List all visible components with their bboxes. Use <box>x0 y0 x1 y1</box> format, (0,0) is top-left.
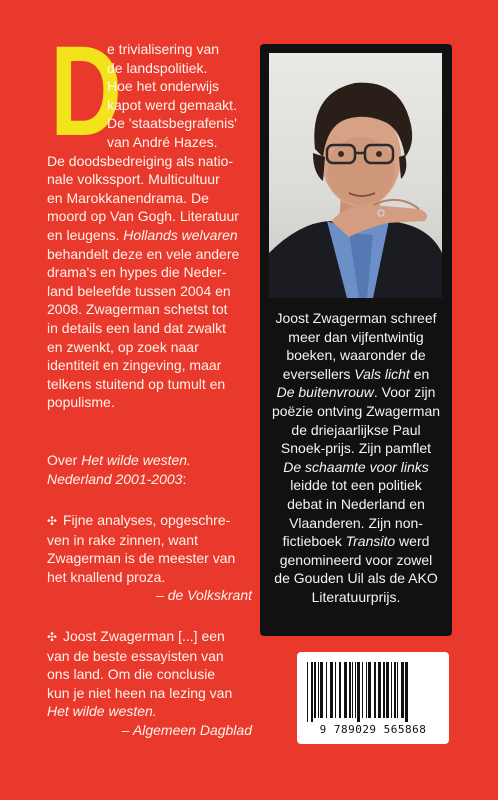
blurb-paragraph <box>47 40 252 412</box>
review-quote-algemeen-dagblad <box>47 627 252 740</box>
bio-line <box>262 365 450 384</box>
blurb-line <box>47 226 252 245</box>
quote-line-text: Joost Zwagerman [...] een <box>62 628 225 644</box>
barcode-bar <box>366 662 367 718</box>
blurb-line: drama's en hypes die Neder- <box>47 264 227 281</box>
barcode-bar <box>344 662 347 718</box>
drop-cap: D <box>50 20 121 163</box>
review-intro-line <box>47 470 252 489</box>
isbn-barcode <box>297 652 449 744</box>
blurb-line: kapot werd gemaakt. <box>107 96 237 113</box>
barcode-bar <box>378 662 381 718</box>
barcode-bar <box>330 662 333 718</box>
review-intro <box>47 451 252 488</box>
blurb-line: moord op Van Gogh. Literatuur <box>47 208 239 225</box>
barcode-bar <box>307 662 308 722</box>
barcode-bar <box>320 662 323 718</box>
barcode-bar <box>374 662 376 718</box>
quote-line: van de beste essayisten van <box>47 647 224 664</box>
book-title-vals-licht: Vals licht <box>354 365 410 382</box>
bio-line-text: fictieboek <box>282 533 342 550</box>
blurb-line: en zwenkt, op zoek naar <box>47 338 199 355</box>
book-title-de-buitenvrouw: De buitenvrouw <box>276 384 374 401</box>
barcode-bar <box>362 662 363 718</box>
blurb-line: de landspolitiek. <box>107 59 208 76</box>
quote-line <box>47 511 252 531</box>
author-photo <box>269 53 442 298</box>
bio-line: de Gouden Uil als de AKO <box>274 570 438 587</box>
barcode-bar <box>311 662 313 722</box>
author-bio <box>262 309 450 607</box>
quote-line: Het wilde westen. <box>47 703 157 720</box>
review-intro-line <box>47 451 252 470</box>
bio-line: debat in Nederland en <box>287 495 425 512</box>
bio-line: leidde tot een politiek <box>290 477 422 494</box>
blurb-line: Hoe het onderwijs <box>107 78 220 95</box>
quote-source: – de Volkskrant <box>156 587 252 604</box>
blurb-line: en Marokkanendrama. De <box>47 189 209 206</box>
bio-line: Literatuurprijs. <box>311 588 401 605</box>
bio-line-text: . Voor zijn <box>373 384 436 401</box>
barcode-bar <box>335 662 336 718</box>
quote-line: ons land. Om die conclusie <box>47 666 216 683</box>
quote-line: ven in rake zinnen, want <box>47 531 198 548</box>
review-intro-prefix: Over <box>47 452 82 468</box>
blurb-line: behandelt deze en vele andere <box>47 245 240 262</box>
quote-line-text: Fijne analyses, opgeschre- <box>62 512 231 528</box>
quote-line: het knallend proza. <box>47 568 166 585</box>
bio-line <box>262 383 450 402</box>
bio-line: poëzie ontving Zwagerman <box>271 402 441 419</box>
bio-line: Snoek-prijs. Zijn pamflet <box>280 440 432 457</box>
blurb-line: De doodsbedreiging als natio- <box>47 152 234 169</box>
barcode-bar <box>349 662 351 718</box>
barcode-bar <box>314 662 316 718</box>
bio-line: Vlaanderen. Zijn non- <box>289 514 423 531</box>
blurb-line: 2008. Zwagerman schetst tot <box>47 301 228 318</box>
book-title-de-schaamte-voor-links: De schaamte voor links <box>283 458 429 475</box>
barcode-bar <box>355 662 356 718</box>
quote-line: kun je niet heen na lezing van <box>47 684 233 701</box>
barcode-bar <box>326 662 327 718</box>
quote-source: – Algemeen Dagblad <box>121 721 252 738</box>
bio-line-text: werd <box>395 533 430 550</box>
blurb-line: populisme. <box>47 394 115 411</box>
barcode-bar <box>397 662 398 718</box>
review-intro-colon: : <box>182 470 187 487</box>
barcode-bar <box>352 662 353 718</box>
reviewed-book-title: Het wilde westen. <box>81 452 191 468</box>
quote-line <box>47 627 252 647</box>
bio-line-text: eversellers <box>282 365 351 382</box>
barcode-bar <box>394 662 396 718</box>
barcode-bar <box>368 662 371 718</box>
barcode-bar <box>318 662 319 718</box>
book-title-transito: Transito <box>345 533 396 550</box>
blurb-line: telkens stuitend op tumult en <box>47 375 226 392</box>
blurb-line: land beleefde tussen 2004 en <box>47 282 231 299</box>
barcode-bar <box>401 662 404 718</box>
bio-line: meer dan vijfentwintig <box>288 328 424 345</box>
barcode-bar <box>391 662 392 718</box>
blurb-line: in details een land dat zwalkt <box>47 319 226 336</box>
bio-line: Joost Zwagerman schreef <box>275 310 437 326</box>
barcode-bar <box>339 662 341 718</box>
isbn-number: 9 789029 565868 <box>319 723 427 736</box>
bio-line-text: en <box>409 365 430 382</box>
author-portrait-illustration <box>269 53 442 298</box>
barcode-bar <box>386 662 389 718</box>
blurb-line: van André Hazes. <box>107 133 218 150</box>
barcode-bars <box>305 662 441 722</box>
blurb-line: identiteit en zingeving, maar <box>47 357 222 374</box>
blurb-line: nale volkssport. Multicultuur <box>47 171 220 188</box>
book-title-hollands-welvaren: Hollands welvaren <box>123 226 238 243</box>
barcode-bar <box>357 662 360 722</box>
blurb-line: e trivialisering van <box>107 41 220 57</box>
blurb-line: De 'staatsbegrafenis' <box>107 115 237 132</box>
quote-mark-icon: ✣ <box>47 514 58 528</box>
review-quote-volkskrant <box>47 511 252 605</box>
bio-line: boeken, waaronder de <box>286 347 426 364</box>
reviewed-book-subtitle: Nederland 2001-2003 <box>47 470 183 487</box>
bio-line: genomineerd voor zowel <box>279 551 433 568</box>
bio-line: de driejaarlijkse Paul <box>291 421 421 438</box>
bio-line <box>262 532 450 551</box>
blurb-line-text: en leugens. <box>47 226 120 243</box>
barcode-bar <box>405 662 408 722</box>
quote-line: Zwagerman is de meester van <box>47 550 236 567</box>
quote-mark-icon: ✣ <box>47 630 58 644</box>
barcode-bar <box>383 662 385 718</box>
